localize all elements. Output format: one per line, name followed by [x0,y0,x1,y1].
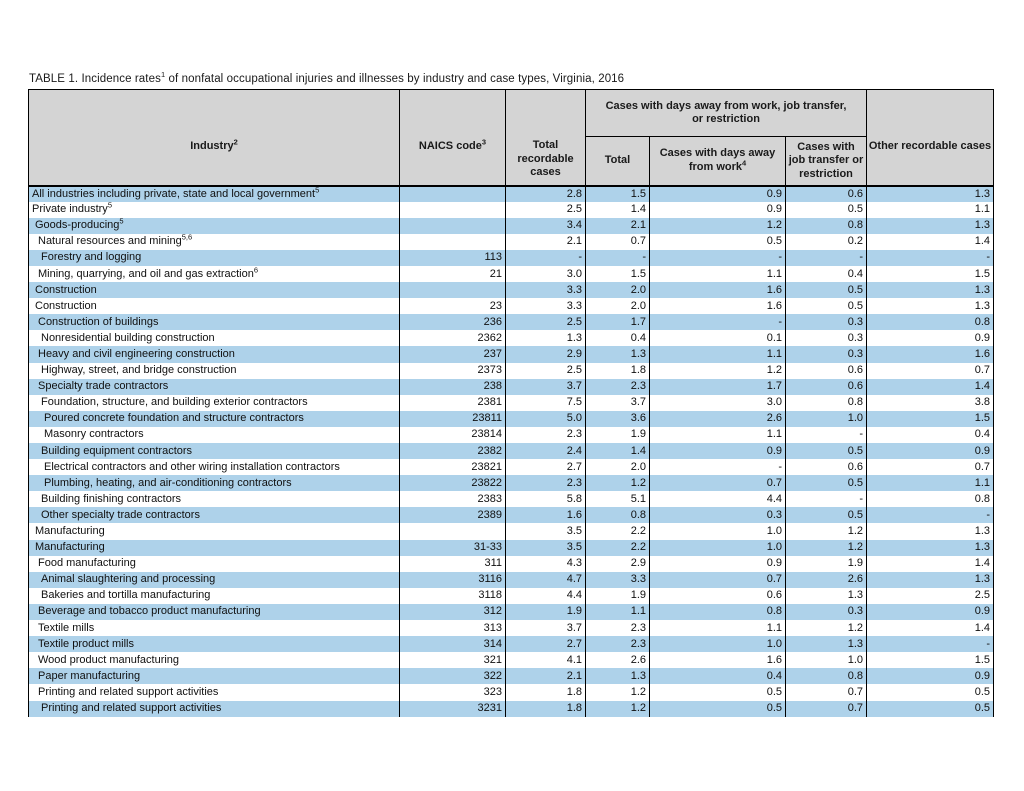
days-away-cell: 0.7 [650,475,786,491]
days-away-cell: - [650,459,786,475]
footnote-marker: 5 [107,201,112,210]
total-recordable-cell: 2.3 [506,475,586,491]
job-transfer-cell: 0.3 [786,330,867,346]
total-recordable-cell: 3.7 [506,620,586,636]
industry-cell: Printing and related support activities [29,701,400,717]
header-total-recordable-cases: Total recordable cases [506,90,586,186]
days-away-cell: 1.1 [650,620,786,636]
job-transfer-cell: 0.2 [786,234,867,250]
dtr-total-cell: 2.0 [586,282,650,298]
other-recordable-cell: 1.4 [867,234,994,250]
days-away-cell: 1.0 [650,523,786,539]
job-transfer-cell: 0.5 [786,282,867,298]
naics-cell: 23811 [400,411,506,427]
industry-cell: Wood product manufacturing [29,652,400,668]
total-recordable-cell: 2.7 [506,636,586,652]
industry-cell: Construction of buildings [29,314,400,330]
naics-cell: 2373 [400,363,506,379]
naics-cell: 23 [400,298,506,314]
table-row [29,588,994,604]
industry-cell: Building finishing contractors [29,491,400,507]
total-recordable-cell: 1.3 [506,330,586,346]
other-recordable-cell: 1.3 [867,186,994,202]
dtr-total-cell: 0.7 [586,234,650,250]
naics-cell: 322 [400,668,506,684]
incidence-rates-table [28,89,994,717]
naics-cell [400,523,506,539]
total-recordable-cell: 3.3 [506,282,586,298]
total-recordable-cell: 2.1 [506,234,586,250]
naics-cell: 3231 [400,701,506,717]
other-recordable-cell: - [867,636,994,652]
naics-cell: 21 [400,266,506,282]
naics-cell: 312 [400,604,506,620]
naics-cell: 321 [400,652,506,668]
other-recordable-cell: 1.4 [867,379,994,395]
naics-cell [400,202,506,218]
other-recordable-cell: 1.3 [867,540,994,556]
industry-cell: Textile mills [29,620,400,636]
table-row [29,459,994,475]
days-away-cell: 1.6 [650,282,786,298]
dtr-total-cell: 2.0 [586,298,650,314]
job-transfer-cell: 0.3 [786,346,867,362]
job-transfer-cell: 1.3 [786,588,867,604]
dtr-total-cell: 1.2 [586,684,650,700]
days-away-cell: 1.6 [650,298,786,314]
naics-cell: 3116 [400,572,506,588]
table-row [29,298,994,314]
dtr-total-cell: 1.3 [586,346,650,362]
table-row [29,491,994,507]
header-industry: Industry$^2$ [29,90,400,186]
table-row [29,427,994,443]
other-recordable-cell: 1.3 [867,298,994,314]
job-transfer-cell: 0.6 [786,459,867,475]
job-transfer-cell: 0.5 [786,475,867,491]
total-recordable-cell: 2.4 [506,443,586,459]
other-recordable-cell: 1.5 [867,266,994,282]
table-row [29,266,994,282]
naics-cell: 2362 [400,330,506,346]
industry-cell: Beverage and tobacco product manufacturing [29,604,400,620]
industry-cell: Natural resources and mining$^{5,6}$ [29,234,400,250]
naics-cell: 2381 [400,395,506,411]
days-away-cell: - [650,250,786,266]
footnote-marker: 5,6 [181,233,193,242]
table-row [29,443,994,459]
days-away-cell: 0.1 [650,330,786,346]
days-away-cell: 1.6 [650,652,786,668]
other-recordable-cell: 0.8 [867,314,994,330]
industry-cell: Food manufacturing [29,556,400,572]
job-transfer-cell: 0.5 [786,507,867,523]
other-recordable-cell: 1.1 [867,202,994,218]
dtr-total-cell: 2.3 [586,379,650,395]
industry-cell: Specialty trade contractors [29,379,400,395]
total-recordable-cell: 4.4 [506,588,586,604]
naics-cell: 23821 [400,459,506,475]
total-recordable-cell: 4.3 [506,556,586,572]
job-transfer-cell: 0.3 [786,604,867,620]
total-recordable-cell: 2.9 [506,346,586,362]
table-row [29,572,994,588]
other-recordable-cell: 0.8 [867,491,994,507]
dtr-total-cell: - [586,250,650,266]
header-days-away-from-work: Cases with days away from work$^4$ [650,137,786,186]
dtr-total-cell: 1.3 [586,668,650,684]
job-transfer-cell: - [786,250,867,266]
header-job-transfer-or-restriction: Cases with job transfer or restriction [786,137,867,186]
naics-cell: 2383 [400,491,506,507]
table-row [29,684,994,700]
job-transfer-cell: 0.6 [786,363,867,379]
dtr-total-cell: 3.6 [586,411,650,427]
industry-cell: Printing and related support activities [29,684,400,700]
total-recordable-cell: 2.5 [506,202,586,218]
total-recordable-cell: 1.9 [506,604,586,620]
other-recordable-cell: 0.7 [867,459,994,475]
table-title-rest: of nonfatal occupational injuries and illnesses by industry and case types, Virginia, 2016 [165,73,625,85]
total-recordable-cell: 3.5 [506,540,586,556]
dtr-total-cell: 1.4 [586,202,650,218]
job-transfer-cell: 0.6 [786,186,867,202]
other-recordable-cell: 0.9 [867,668,994,684]
header-dtr-total: Total [586,137,650,186]
industry-cell: Paper manufacturing [29,668,400,684]
job-transfer-cell: 2.6 [786,572,867,588]
table-row [29,411,994,427]
job-transfer-cell: - [786,427,867,443]
job-transfer-cell: 1.0 [786,652,867,668]
naics-cell: 2382 [400,443,506,459]
industry-cell: Poured concrete foundation and structure contractors [29,411,400,427]
dtr-total-cell: 2.1 [586,218,650,234]
total-recordable-cell: 1.6 [506,507,586,523]
days-away-cell: - [650,314,786,330]
industry-cell: Forestry and logging [29,250,400,266]
other-recordable-cell: - [867,250,994,266]
total-recordable-cell: 3.0 [506,266,586,282]
naics-cell: 238 [400,379,506,395]
industry-cell: Construction [29,282,400,298]
days-away-cell: 1.7 [650,379,786,395]
other-recordable-cell: 1.4 [867,556,994,572]
table-row [29,668,994,684]
dtr-total-cell: 0.8 [586,507,650,523]
industry-cell: Mining, quarrying, and oil and gas extraction$^6$ [29,266,400,282]
industry-cell: Masonry contractors [29,427,400,443]
other-recordable-cell: 1.3 [867,572,994,588]
days-away-cell: 0.7 [650,572,786,588]
other-recordable-cell: 1.3 [867,218,994,234]
naics-cell: 314 [400,636,506,652]
industry-cell: Highway, street, and bridge construction [29,363,400,379]
total-recordable-cell: 2.3 [506,427,586,443]
dtr-total-cell: 1.5 [586,266,650,282]
dtr-total-cell: 2.0 [586,459,650,475]
dtr-total-cell: 1.2 [586,701,650,717]
total-recordable-cell: 2.7 [506,459,586,475]
other-recordable-cell: 1.5 [867,652,994,668]
naics-cell: 237 [400,346,506,362]
industry-cell: Foundation, structure, and building exterior contractors [29,395,400,411]
days-away-cell: 1.1 [650,346,786,362]
other-recordable-cell: 0.9 [867,330,994,346]
days-away-cell: 1.2 [650,363,786,379]
industry-cell: Heavy and civil engineering construction [29,346,400,362]
naics-cell: 113 [400,250,506,266]
days-away-cell: 0.5 [650,701,786,717]
industry-cell: Other specialty trade contractors [29,507,400,523]
footnote-marker: 6 [253,265,259,274]
days-away-cell: 0.9 [650,556,786,572]
industry-cell: Electrical contractors and other wiring installation contractors [29,459,400,475]
naics-cell: 323 [400,684,506,700]
table-row [29,652,994,668]
job-transfer-cell: 0.5 [786,298,867,314]
job-transfer-cell: 1.9 [786,556,867,572]
days-away-cell: 0.3 [650,507,786,523]
total-recordable-cell: 2.8 [506,186,586,202]
industry-cell: Building equipment contractors [29,443,400,459]
job-transfer-cell: - [786,491,867,507]
table-row [29,556,994,572]
job-transfer-cell: 1.3 [786,636,867,652]
total-recordable-cell: 4.7 [506,572,586,588]
table-row [29,379,994,395]
naics-cell [400,218,506,234]
other-recordable-cell: 1.4 [867,620,994,636]
naics-cell: 236 [400,314,506,330]
table-row [29,701,994,717]
table-body [29,186,994,717]
job-transfer-cell: 0.8 [786,218,867,234]
other-recordable-cell: 0.5 [867,701,994,717]
industry-cell: All industries including private, state and local government$^5$ [29,186,400,202]
other-recordable-cell: 0.4 [867,427,994,443]
table-row [29,202,994,218]
days-away-cell: 0.5 [650,684,786,700]
table-row [29,282,994,298]
days-away-cell: 3.0 [650,395,786,411]
dtr-total-cell: 2.2 [586,523,650,539]
dtr-total-cell: 1.8 [586,363,650,379]
table-row [29,395,994,411]
total-recordable-cell: 4.1 [506,652,586,668]
dtr-total-cell: 1.5 [586,186,650,202]
dtr-total-cell: 1.1 [586,604,650,620]
naics-cell [400,186,506,202]
dtr-total-cell: 1.9 [586,588,650,604]
other-recordable-cell: 2.5 [867,588,994,604]
dtr-total-cell: 1.9 [586,427,650,443]
job-transfer-cell: 0.5 [786,443,867,459]
other-recordable-cell: 1.1 [867,475,994,491]
other-recordable-cell: 0.7 [867,363,994,379]
job-transfer-cell: 0.8 [786,668,867,684]
job-transfer-cell: 1.2 [786,523,867,539]
footnote-marker: 5 [315,185,320,194]
naics-cell [400,282,506,298]
days-away-cell: 1.2 [650,218,786,234]
header-other-recordable-cases: Other recordable cases [867,90,994,186]
job-transfer-cell: 1.0 [786,411,867,427]
table-row [29,540,994,556]
table-row [29,363,994,379]
days-away-cell: 1.0 [650,636,786,652]
table-row [29,475,994,491]
total-recordable-cell: 3.3 [506,298,586,314]
dtr-total-cell: 2.3 [586,636,650,652]
industry-cell: Bakeries and tortilla manufacturing [29,588,400,604]
footnote-marker: 5 [119,217,124,226]
dtr-total-cell: 1.4 [586,443,650,459]
days-away-cell: 0.9 [650,186,786,202]
other-recordable-cell: 0.9 [867,443,994,459]
dtr-total-cell: 0.4 [586,330,650,346]
other-recordable-cell: 3.8 [867,395,994,411]
dtr-total-cell: 5.1 [586,491,650,507]
naics-cell: 2389 [400,507,506,523]
total-recordable-cell: 3.4 [506,218,586,234]
days-away-cell: 0.9 [650,202,786,218]
industry-cell: Plumbing, heating, and air-conditioning contractors [29,475,400,491]
table-row [29,523,994,539]
table-row [29,604,994,620]
job-transfer-cell: 1.2 [786,540,867,556]
days-away-cell: 0.8 [650,604,786,620]
dtr-total-cell: 3.7 [586,395,650,411]
table-row [29,620,994,636]
days-away-cell: 1.1 [650,266,786,282]
other-recordable-cell: 0.5 [867,684,994,700]
total-recordable-cell: 1.8 [506,701,586,717]
industry-cell: Construction [29,298,400,314]
dtr-total-cell: 2.2 [586,540,650,556]
industry-cell: Manufacturing [29,540,400,556]
job-transfer-cell: 0.5 [786,202,867,218]
naics-cell: 23822 [400,475,506,491]
dtr-total-cell: 2.6 [586,652,650,668]
days-away-cell: 4.4 [650,491,786,507]
dtr-total-cell: 2.9 [586,556,650,572]
footnote-marker: 3 [481,136,487,146]
footnote-marker: 1 [160,70,166,80]
table-title [29,70,625,85]
total-recordable-cell: 3.7 [506,379,586,395]
days-away-cell: 1.1 [650,427,786,443]
total-recordable-cell: 3.5 [506,523,586,539]
job-transfer-cell: 0.7 [786,701,867,717]
dtr-total-cell: 1.7 [586,314,650,330]
industry-cell: Goods-producing$^5$ [29,218,400,234]
other-recordable-cell: 1.3 [867,523,994,539]
table-row [29,250,994,266]
table-row [29,218,994,234]
other-recordable-cell: 0.9 [867,604,994,620]
industry-cell: Manufacturing [29,523,400,539]
footnote-marker: 4 [742,158,747,168]
table-row [29,346,994,362]
days-away-cell: 0.9 [650,443,786,459]
job-transfer-cell: 1.2 [786,620,867,636]
days-away-cell: 0.6 [650,588,786,604]
days-away-cell: 0.4 [650,668,786,684]
other-recordable-cell: 1.5 [867,411,994,427]
industry-cell: Animal slaughtering and processing [29,572,400,588]
dtr-total-cell: 1.2 [586,475,650,491]
table-row [29,234,994,250]
job-transfer-cell: 0.7 [786,684,867,700]
total-recordable-cell: 2.5 [506,363,586,379]
other-recordable-cell: 1.3 [867,282,994,298]
table-header [29,90,994,186]
job-transfer-cell: 0.4 [786,266,867,282]
other-recordable-cell: 1.6 [867,346,994,362]
industry-cell: Nonresidential building construction [29,330,400,346]
naics-cell: 311 [400,556,506,572]
industry-cell: Textile product mills [29,636,400,652]
naics-cell: 31-33 [400,540,506,556]
table-row [29,507,994,523]
total-recordable-cell: 1.8 [506,684,586,700]
total-recordable-cell: 7.5 [506,395,586,411]
dtr-total-cell: 2.3 [586,620,650,636]
job-transfer-cell: 0.3 [786,314,867,330]
naics-cell: 23814 [400,427,506,443]
days-away-cell: 1.0 [650,540,786,556]
table-title-text: TABLE 1. Incidence rates [29,73,161,85]
days-away-cell: 2.6 [650,411,786,427]
table-row [29,330,994,346]
footnote-marker: 2 [233,136,238,146]
job-transfer-cell: 0.8 [786,395,867,411]
days-away-cell: 0.5 [650,234,786,250]
total-recordable-cell: 5.0 [506,411,586,427]
header-days-away-transfer-restriction-group: Cases with days away from work, job transfer, or restriction [586,90,867,137]
total-recordable-cell: 2.5 [506,314,586,330]
table-row [29,314,994,330]
total-recordable-cell: 2.1 [506,668,586,684]
job-transfer-cell: 0.6 [786,379,867,395]
total-recordable-cell: 5.8 [506,491,586,507]
naics-cell [400,234,506,250]
header-naics-code: NAICS code$^3$ [400,90,506,186]
other-recordable-cell: - [867,507,994,523]
dtr-total-cell: 3.3 [586,572,650,588]
total-recordable-cell: - [506,250,586,266]
naics-cell: 3118 [400,588,506,604]
table-row [29,186,994,202]
naics-cell: 313 [400,620,506,636]
table-row [29,636,994,652]
industry-cell: Private industry$^5$ [29,202,400,218]
